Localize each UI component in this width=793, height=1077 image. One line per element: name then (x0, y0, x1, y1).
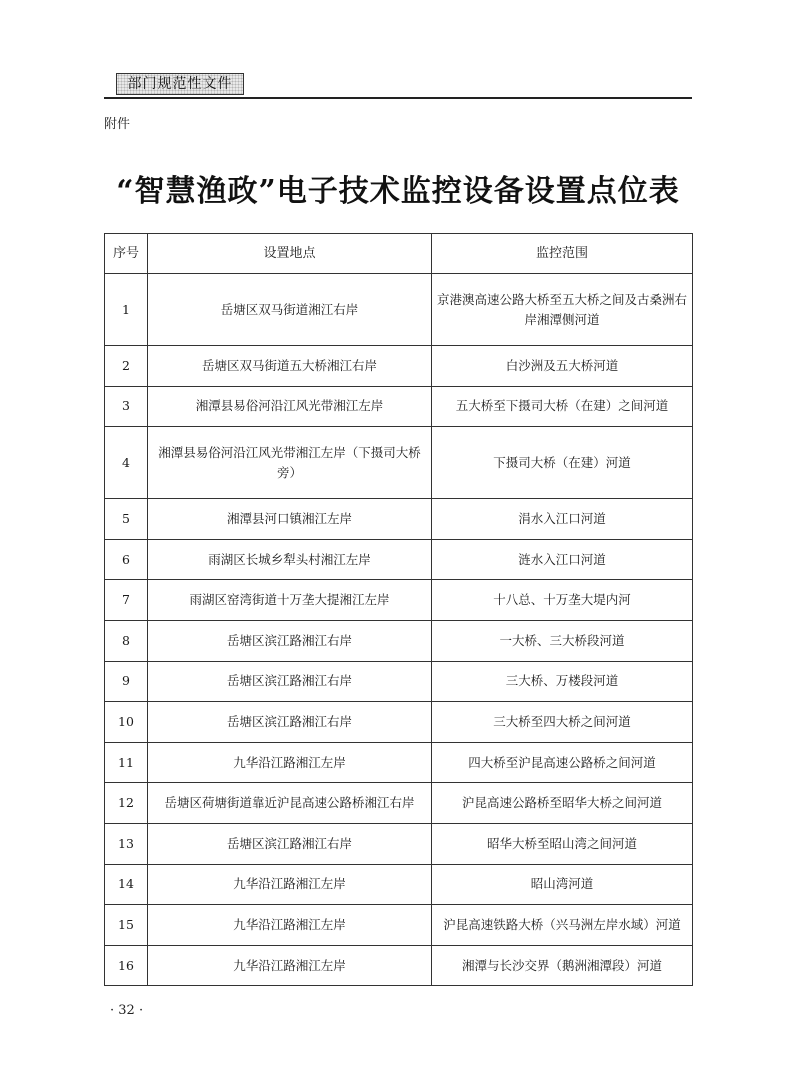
column-header-range: 监控范围 (432, 234, 693, 274)
column-header-location: 设置地点 (148, 234, 432, 274)
row-index: 2 (105, 346, 148, 387)
table-row (105, 783, 693, 824)
row-location: 岳塘区双马街道五大桥湘江右岸 (148, 346, 432, 387)
row-index: 11 (105, 742, 148, 783)
table-row (105, 620, 693, 661)
table-row (105, 661, 693, 702)
row-range: 下摄司大桥（在建）河道 (432, 427, 693, 499)
row-range: 昭华大桥至昭山湾之间河道 (432, 823, 693, 864)
row-location: 湘潭县易俗河沿江风光带湘江左岸（下摄司大桥旁） (148, 427, 432, 499)
row-location: 岳塘区滨江路湘江右岸 (148, 823, 432, 864)
row-index: 7 (105, 580, 148, 621)
row-range: 一大桥、三大桥段河道 (432, 620, 693, 661)
page-number: · 32 · (110, 1003, 144, 1018)
monitoring-sites-table (104, 233, 693, 986)
row-range: 湘潭与长沙交界（鹅洲湘潭段）河道 (432, 945, 693, 986)
row-location: 九华沿江路湘江左岸 (148, 742, 432, 783)
row-index: 12 (105, 783, 148, 824)
row-index: 5 (105, 499, 148, 540)
row-range: 五大桥至下摄司大桥（在建）之间河道 (432, 386, 693, 427)
row-range: 白沙洲及五大桥河道 (432, 346, 693, 387)
table-row (105, 427, 693, 499)
row-index: 13 (105, 823, 148, 864)
row-location: 九华沿江路湘江左岸 (148, 945, 432, 986)
row-location: 雨湖区长城乡犁头村湘江左岸 (148, 539, 432, 580)
table-row (105, 386, 693, 427)
row-range: 沪昆高速铁路大桥（兴马洲左岸水域）河道 (432, 905, 693, 946)
table-row (105, 905, 693, 946)
row-index: 4 (105, 427, 148, 499)
row-location: 雨湖区窑湾街道十万垄大提湘江左岸 (148, 580, 432, 621)
row-location: 岳塘区滨江路湘江右岸 (148, 661, 432, 702)
row-range: 涟水入江口河道 (432, 539, 693, 580)
row-location: 湘潭县易俗河沿江风光带湘江左岸 (148, 386, 432, 427)
row-location: 九华沿江路湘江左岸 (148, 864, 432, 905)
table-row (105, 823, 693, 864)
row-location: 岳塘区滨江路湘江右岸 (148, 620, 432, 661)
row-index: 6 (105, 539, 148, 580)
row-range: 四大桥至沪昆高速公路桥之间河道 (432, 742, 693, 783)
header-divider (104, 97, 692, 99)
table-row (105, 945, 693, 986)
column-header-index: 序号 (105, 234, 148, 274)
table-row (105, 580, 693, 621)
row-location: 九华沿江路湘江左岸 (148, 905, 432, 946)
row-index: 9 (105, 661, 148, 702)
row-range: 三大桥、万楼段河道 (432, 661, 693, 702)
row-index: 1 (105, 274, 148, 346)
row-index: 3 (105, 386, 148, 427)
row-range: 涓水入江口河道 (432, 499, 693, 540)
table-row (105, 539, 693, 580)
row-location: 岳塘区荷塘街道靠近沪昆高速公路桥湘江右岸 (148, 783, 432, 824)
table-row (105, 702, 693, 743)
row-location: 湘潭县河口镇湘江左岸 (148, 499, 432, 540)
table-row (105, 346, 693, 387)
table-row (105, 864, 693, 905)
page-title: “智慧渔政”电子技术监控设备设置点位表 (116, 174, 680, 209)
row-location: 岳塘区双马街道湘江右岸 (148, 274, 432, 346)
row-location: 岳塘区滨江路湘江右岸 (148, 702, 432, 743)
table-row (105, 742, 693, 783)
row-range: 沪昆高速公路桥至昭华大桥之间河道 (432, 783, 693, 824)
row-range: 三大桥至四大桥之间河道 (432, 702, 693, 743)
table-row (105, 274, 693, 346)
table-header-row (105, 234, 693, 274)
row-index: 15 (105, 905, 148, 946)
row-range: 十八总、十万垄大堤内河 (432, 580, 693, 621)
section-category-tag: 部门规范性文件 (116, 73, 244, 95)
row-index: 10 (105, 702, 148, 743)
row-index: 8 (105, 620, 148, 661)
attachment-label: 附件 (104, 117, 131, 132)
row-index: 16 (105, 945, 148, 986)
row-range: 昭山湾河道 (432, 864, 693, 905)
table-row (105, 499, 693, 540)
row-index: 14 (105, 864, 148, 905)
row-range: 京港澳高速公路大桥至五大桥之间及古桑洲右岸湘潭侧河道 (432, 274, 693, 346)
